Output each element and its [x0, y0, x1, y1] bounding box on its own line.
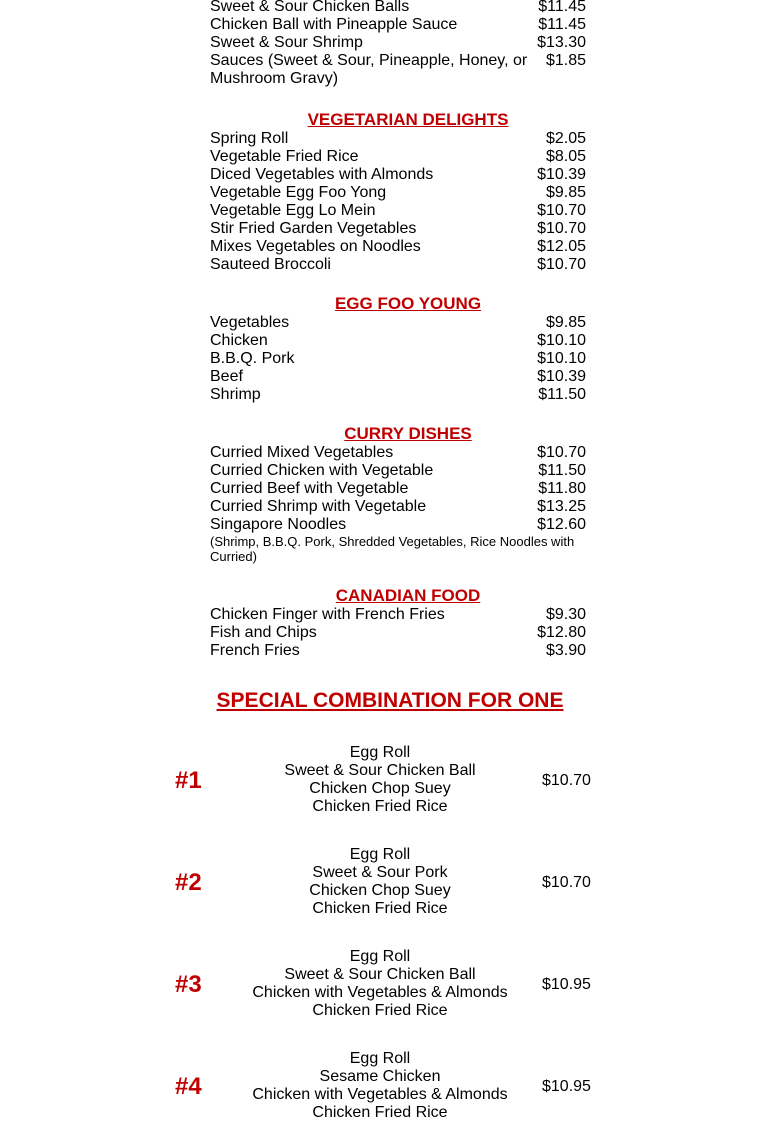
menu-item [210, 444, 586, 462]
item-name: Diced Vegetables with Almonds [210, 166, 434, 183]
combo-price: $10.70 [542, 874, 591, 891]
item-name: Fish and Chips [210, 624, 317, 641]
combo-item: Chicken Chop Suey [309, 780, 451, 797]
combo-item: Egg Roll [349, 744, 411, 761]
combo-item: Egg Roll [349, 948, 411, 965]
combo-item: Chicken Fried Rice [312, 1002, 448, 1019]
combo-item: Chicken Fried Rice [312, 1104, 448, 1121]
item-note: (Shrimp, B.B.Q. Pork, Shredded Vegetables, Rice Noodles with Curried) [210, 534, 575, 564]
item-price: $10.39 [537, 368, 586, 385]
item-name: Spring Roll [210, 130, 289, 147]
menu-item [210, 368, 586, 386]
combo-price: $10.95 [542, 1078, 591, 1095]
menu-item [210, 498, 586, 516]
menu-item [210, 184, 586, 202]
menu-item [210, 462, 586, 480]
menu-item [210, 642, 586, 660]
item-price: $8.05 [545, 148, 586, 165]
item-price: $12.05 [537, 238, 586, 255]
item-price: $1.85 [545, 52, 586, 69]
item-name: Mixes Vegetables on Noodles [210, 238, 421, 255]
item-name: Sweet & Sour Chicken Balls [210, 0, 410, 15]
combo-item: Sweet & Sour Pork [312, 864, 448, 881]
item-price: $10.70 [537, 220, 586, 237]
item-price: $9.85 [545, 314, 586, 331]
menu-item [210, 386, 586, 404]
combo-items [230, 1050, 530, 1122]
menu-item [210, 350, 586, 368]
combo-item: Chicken Chop Suey [309, 882, 451, 899]
item-name: Chicken Finger with French Fries [210, 606, 445, 623]
menu-item [210, 606, 586, 624]
section-vegetarian [210, 130, 586, 274]
combo-item: Egg Roll [349, 846, 411, 863]
item-name: Singapore Noodles [210, 516, 347, 533]
item-name: Chicken Ball with Pineapple Sauce [210, 16, 458, 33]
item-price: $2.05 [545, 130, 586, 147]
combo-items [230, 744, 530, 816]
menu-item [210, 256, 586, 274]
item-price: $10.10 [537, 350, 586, 367]
combo-item: Chicken with Vegetables & Almonds [252, 1086, 508, 1103]
menu-list [210, 0, 586, 660]
combo-number: #2 [175, 869, 202, 896]
menu-item [210, 624, 586, 642]
section-title-vegetarian: VEGETARIAN DELIGHTS [307, 110, 509, 129]
item-name: Vegetables [210, 314, 290, 331]
combo-number: #1 [175, 767, 202, 794]
section-egg-foo-young [210, 314, 586, 404]
item-price: $10.70 [537, 256, 586, 273]
combo-4 [0, 1050, 769, 1124]
item-price: $10.10 [537, 332, 586, 349]
item-name: Vegetable Egg Foo Yong [210, 184, 387, 201]
item-price: $9.85 [545, 184, 586, 201]
item-name: Curried Beef with Vegetable [210, 480, 409, 497]
item-price: $11.80 [538, 480, 586, 497]
item-name: Curried Mixed Vegetables [210, 444, 394, 461]
item-price: $11.50 [538, 386, 586, 403]
combo-price: $10.95 [542, 976, 591, 993]
combo-price: $10.70 [542, 772, 591, 789]
combo-items [230, 948, 530, 1020]
menu-item [210, 148, 586, 166]
combo-items [230, 846, 530, 918]
item-name: Curried Chicken with Vegetable [210, 462, 434, 479]
item-price: $11.45 [538, 0, 586, 15]
menu-item [210, 202, 586, 220]
item-name: Beef [210, 368, 243, 385]
menu-item [210, 166, 586, 184]
menu-item [210, 516, 586, 534]
item-price: $3.90 [545, 642, 586, 659]
item-name: Sauces (Sweet & Sour, Pineapple, Honey, or Mushroom Gravy) [210, 52, 528, 87]
combo-item: Sweet & Sour Chicken Ball [284, 966, 476, 983]
menu-item [210, 220, 586, 238]
item-price: $10.39 [537, 166, 586, 183]
item-name: Vegetable Fried Rice [210, 148, 359, 165]
item-name: Curried Shrimp with Vegetable [210, 498, 427, 515]
item-name: French Fries [210, 642, 300, 659]
combo-number: #3 [175, 971, 202, 998]
combo-2 [0, 846, 769, 920]
section-title-canadian: CANADIAN FOOD [335, 586, 481, 605]
combo-item: Sweet & Sour Chicken Ball [284, 762, 476, 779]
menu-item [210, 332, 586, 350]
section-canadian [210, 606, 586, 660]
item-name: Chicken [210, 332, 268, 349]
combo-1 [0, 744, 769, 818]
item-name: Vegetable Egg Lo Mein [210, 202, 376, 219]
item-name: Sauteed Broccoli [210, 256, 331, 273]
combo-3 [0, 948, 769, 1022]
item-price: $10.70 [537, 444, 586, 461]
menu-item [210, 16, 586, 34]
item-price: $12.80 [537, 624, 586, 641]
item-price: $11.45 [538, 16, 586, 33]
section-curry [210, 444, 586, 564]
item-price: $12.60 [537, 516, 586, 533]
special-combination-title: SPECIAL COMBINATION FOR ONE [216, 689, 564, 712]
item-price: $11.50 [538, 462, 586, 479]
item-price: $9.30 [545, 606, 586, 623]
top-items [210, 0, 586, 88]
menu-item [210, 0, 586, 16]
menu-item [210, 52, 586, 88]
item-name: B.B.Q. Pork [210, 350, 295, 367]
menu-item [210, 314, 586, 332]
menu-item [210, 130, 586, 148]
section-title-curry: CURRY DISHES [344, 424, 472, 443]
item-price: $10.70 [537, 202, 586, 219]
item-price: $13.30 [537, 34, 586, 51]
menu-item [210, 34, 586, 52]
combo-item: Chicken with Vegetables & Almonds [252, 984, 508, 1001]
item-name: Stir Fried Garden Vegetables [210, 220, 417, 237]
item-name: Shrimp [210, 386, 261, 403]
section-title-egg-foo-young: EGG FOO YOUNG [334, 294, 482, 313]
combo-item: Chicken Fried Rice [312, 900, 448, 917]
combo-item: Egg Roll [349, 1050, 411, 1067]
menu-item [210, 238, 586, 256]
item-name: Sweet & Sour Shrimp [210, 34, 363, 51]
menu-item [210, 480, 586, 498]
combo-item: Sesame Chicken [319, 1068, 441, 1085]
combo-item: Chicken Fried Rice [312, 798, 448, 815]
combo-number: #4 [175, 1073, 202, 1100]
item-price: $13.25 [537, 498, 586, 515]
